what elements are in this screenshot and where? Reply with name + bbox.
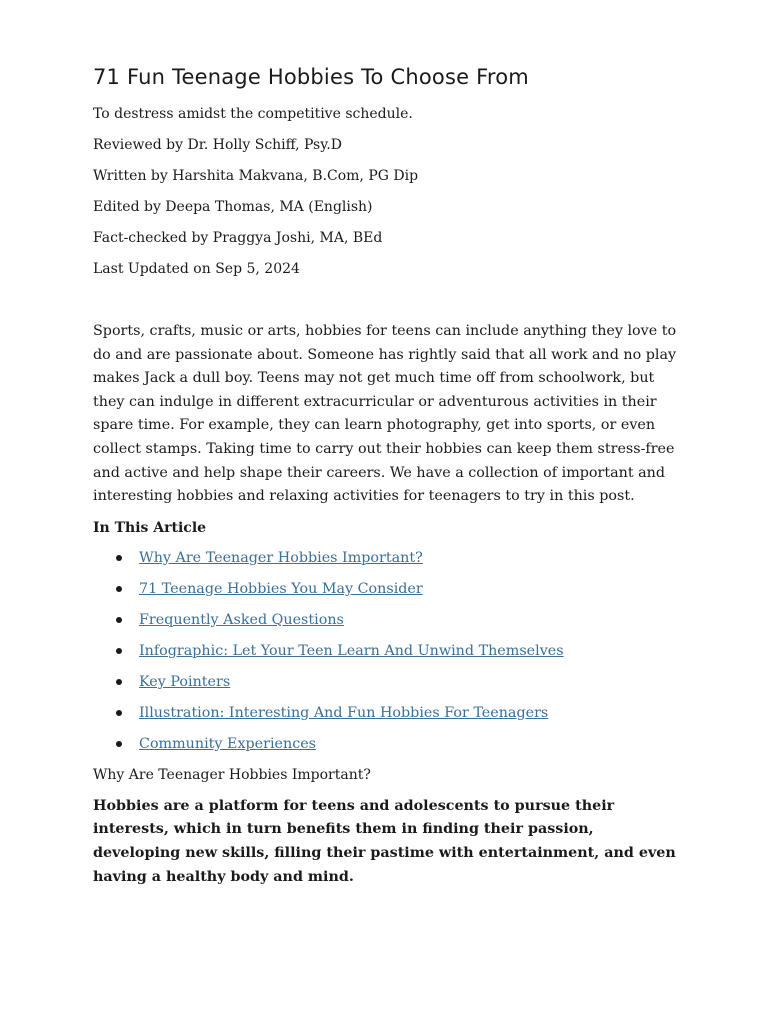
toc-item xyxy=(93,579,683,599)
table-of-contents xyxy=(93,548,683,754)
toc-item xyxy=(93,672,683,692)
fact-checked-by: Fact-checked by Praggya Joshi, MA, BEd xyxy=(93,230,383,246)
toc-link-key-pointers[interactable]: Key Pointers xyxy=(139,673,231,690)
article-title: 71 Fun Teenage Hobbies To Choose From xyxy=(93,65,529,89)
written-by: Written by Harshita Makvana, B.Com, PG Dip xyxy=(93,168,419,184)
toc-heading: In This Article xyxy=(93,519,207,536)
bullet-icon xyxy=(116,586,122,592)
toc-link-faq[interactable]: Frequently Asked Questions xyxy=(139,611,344,628)
reviewed-by: Reviewed by Dr. Holly Schiff, Psy.D xyxy=(93,137,342,153)
edited-by: Edited by Deepa Thomas, MA (English) xyxy=(93,199,373,215)
bullet-icon xyxy=(116,648,122,654)
bullet-icon xyxy=(116,741,122,747)
article-subtitle: To destress amidst the competitive schedule. xyxy=(93,106,413,122)
article-page xyxy=(93,60,683,889)
toc-link-illustration[interactable]: Illustration: Interesting And Fun Hobbies For Teenagers xyxy=(139,704,549,721)
bullet-icon xyxy=(116,710,122,716)
toc-link-infographic[interactable]: Infographic: Let Your Teen Learn And Unwind Themselves xyxy=(139,642,564,659)
toc-item xyxy=(93,703,683,723)
bullet-icon xyxy=(116,679,122,685)
bullet-icon xyxy=(116,617,122,623)
section-body: Hobbies are a platform for teens and adolescents to pursue their interests, which in turn benefits them in finding their passion, developing new skills, filling their pastime with entertainment, and even having a healthy body and mind. xyxy=(93,797,676,885)
toc-item xyxy=(93,641,683,661)
spacer xyxy=(93,290,683,320)
intro-paragraph: Sports, crafts, music or arts, hobbies for teens can include anything they love to do and are passionate about. Someone has rightly said that all work and no play makes Jack a dull boy. Teens may not get much time off from schoolwork, but they can indulge in different extracurricular or adventurous activities in their spare time. For example, they can learn photography, get into sports, or even collect stamps. Taking time to carry out their hobbies can keep them stress-free and active and help shape their careers. We have a collection of important and interesting hobbies and relaxing activities for teenagers to try in this post. xyxy=(93,323,677,505)
last-updated: Last Updated on Sep 5, 2024 xyxy=(93,261,300,277)
toc-link-71-hobbies[interactable]: 71 Teenage Hobbies You May Consider xyxy=(139,580,423,597)
section-heading: Why Are Teenager Hobbies Important? xyxy=(93,766,371,783)
toc-item xyxy=(93,734,683,754)
toc-item xyxy=(93,610,683,630)
bullet-icon xyxy=(116,555,122,561)
toc-item xyxy=(93,548,683,568)
toc-link-why-important[interactable]: Why Are Teenager Hobbies Important? xyxy=(139,549,423,566)
toc-link-community[interactable]: Community Experiences xyxy=(139,735,317,752)
